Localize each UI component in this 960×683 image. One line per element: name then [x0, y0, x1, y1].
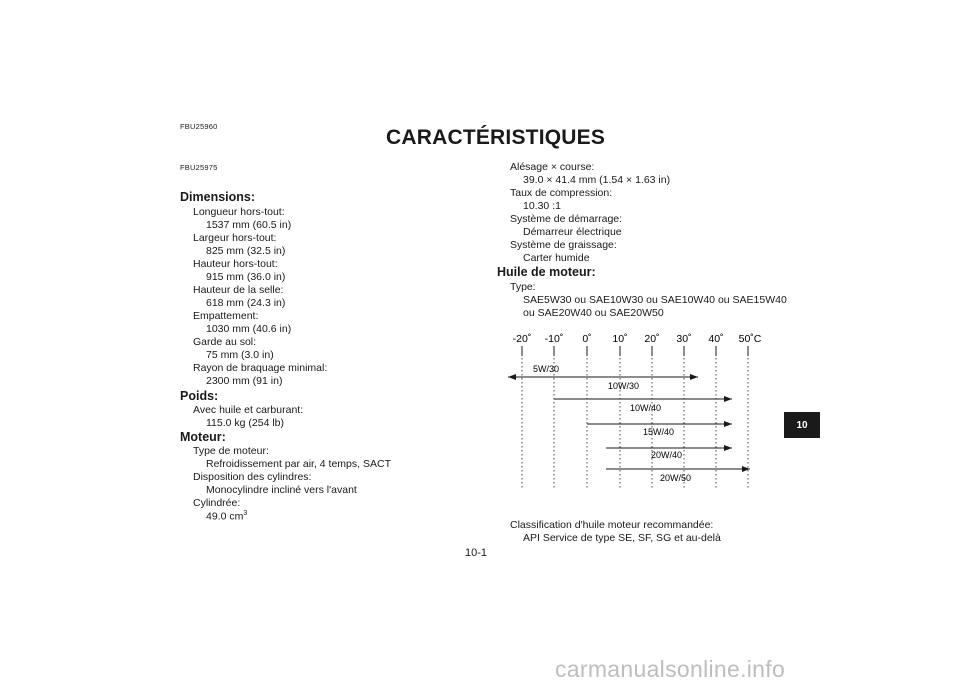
displacement-value: 49.0 cm	[206, 510, 244, 523]
spec-value: 39.0 × 41.4 mm (1.54 × 1.63 in)	[523, 174, 671, 186]
spec-label: Avec huile et carburant:	[193, 404, 304, 416]
temp-label: 30˚	[676, 333, 692, 345]
spec-value: 915 mm (36.0 in)	[206, 271, 286, 283]
spec-label: Longueur hors-tout:	[193, 206, 285, 218]
temp-label: 40˚	[708, 333, 724, 345]
spec-value	[206, 510, 247, 523]
spec-value: 1030 mm (40.6 in)	[206, 323, 292, 335]
oil-viscosity-chart	[500, 328, 790, 503]
oil-grade-label: 15W/40	[643, 427, 675, 437]
spec-label: Type de moteur:	[193, 445, 269, 457]
temp-label: -20˚	[512, 333, 532, 345]
spec-value: Démarreur électrique	[523, 226, 622, 238]
oil-grade-label: 10W/30	[608, 381, 640, 391]
spec-label: Hauteur hors-tout:	[193, 258, 278, 270]
oil-class-label: Classification d'huile moteur recommandée:	[510, 519, 714, 531]
spec-label: Alésage × course:	[510, 161, 595, 173]
spec-value: 1537 mm (60.5 in)	[206, 219, 292, 231]
spec-value: Carter humide	[523, 252, 590, 264]
poids-heading: Poids:	[180, 389, 219, 403]
dimensions-heading: Dimensions:	[180, 190, 256, 204]
spec-label: Cylindrée:	[193, 497, 241, 509]
spec-label: Hauteur de la selle:	[193, 284, 284, 296]
spec-value: Refroidissement par air, 4 temps, SACT	[206, 458, 391, 470]
spec-value: 10.30 :1	[523, 200, 561, 212]
oil-grade-label: 5W/30	[533, 364, 560, 374]
oil-type-value-cont: ou SAE20W40 ou SAE20W50	[523, 307, 664, 319]
oil-grade-label: 10W/40	[630, 403, 662, 413]
watermark: carmanualsonline.info	[555, 656, 786, 682]
huile-heading: Huile de moteur:	[497, 265, 596, 279]
spec-value: 2300 mm (91 in)	[206, 375, 283, 387]
spec-value: Monocylindre incliné vers l'avant	[206, 484, 357, 496]
spec-label: Empattement:	[193, 310, 259, 322]
spec-value: 115.0 kg (254 lb)	[206, 417, 285, 429]
spec-label: Disposition des cylindres:	[193, 471, 312, 483]
temp-label: 50˚C	[738, 333, 762, 345]
spec-label: Largeur hors-tout:	[193, 232, 277, 244]
oil-grade-label: 20W/40	[651, 450, 683, 460]
spec-value: 618 mm (24.3 in)	[206, 297, 286, 309]
spec-label: Garde au sol:	[193, 336, 257, 348]
oil-type-label: Type:	[510, 281, 536, 293]
page-number: 10-1	[465, 547, 488, 559]
chapter-tab: 10	[784, 412, 820, 438]
spec-value: 825 mm (32.5 in)	[206, 245, 286, 257]
page-title: CARACTÉRISTIQUES	[386, 126, 606, 149]
spec-label: Rayon de braquage minimal:	[193, 362, 328, 374]
temp-label: -10˚	[544, 333, 564, 345]
temp-label: 0˚	[582, 333, 592, 345]
moteur-heading: Moteur:	[180, 430, 226, 444]
oil-type-value: SAE5W30 ou SAE10W30 ou SAE10W40 ou SAE15W40	[523, 294, 787, 306]
oil-class-value: API Service de type SE, SF, SG et au-delà	[523, 532, 721, 544]
spec-label: Taux de compression:	[510, 187, 613, 199]
spec-value: 75 mm (3.0 in)	[206, 349, 274, 361]
displacement-unit-sup: 3	[243, 510, 248, 517]
section-doc-code: FBU25975	[180, 163, 218, 172]
spec-label: Système de démarrage:	[510, 213, 623, 225]
oil-grade-label: 20W/50	[660, 473, 692, 483]
spec-label: Système de graissage:	[510, 239, 617, 251]
title-doc-code: FBU25960	[180, 122, 218, 131]
temp-label: 20˚	[644, 333, 660, 345]
temp-label: 10˚	[612, 333, 628, 345]
